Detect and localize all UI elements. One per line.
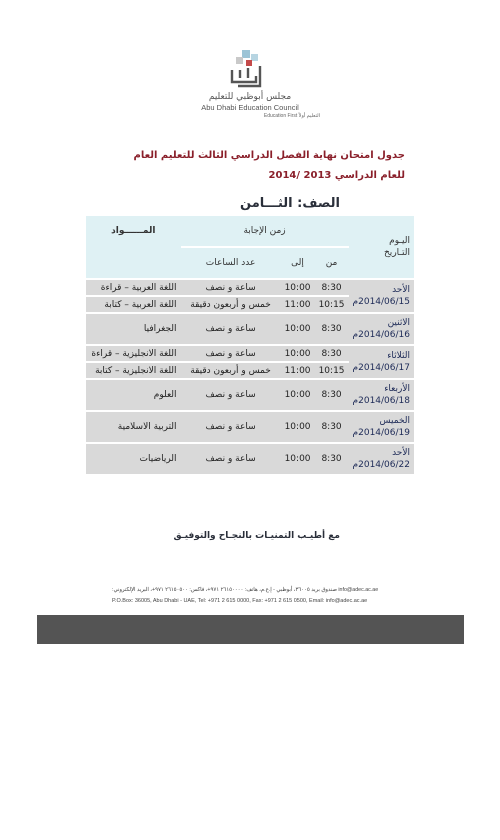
subject: اللغة الانجليزية – قراءة — [86, 346, 181, 361]
logo-glyph — [232, 66, 260, 86]
header-hours: عدد الساعات — [205, 258, 256, 268]
subject: العلوم — [86, 380, 181, 410]
day-name: الأربعاء — [384, 384, 410, 394]
closing-message: مع أطيـب التمنيـات بالنجـاح والتوفيـق — [173, 531, 340, 541]
day-date: 2014/06/22م — [352, 460, 410, 470]
time-from: 10:15 — [315, 363, 349, 378]
time-to: 10:00 — [281, 412, 315, 442]
adec-logo — [226, 48, 270, 90]
day-date: 2014/06/19م — [352, 428, 410, 438]
day-date: 2014/06/17م — [352, 363, 410, 373]
day-cell — [349, 412, 414, 442]
footer-contact-en: P.O.Box: 36005, Abu Dhabi - UAE, Tel: +971 2 615 0000, Fax: +971 2 615 0500, Email: info@adec.ac.ae — [112, 598, 368, 604]
duration: ساعة و نصف — [181, 380, 281, 410]
header-answer-time: زمن الإجابة — [243, 226, 286, 236]
duration: خمس و أربعون دقيقة — [181, 363, 281, 378]
time-to: 11:00 — [281, 363, 315, 378]
footer-bar — [37, 615, 464, 644]
day-cell — [349, 346, 414, 378]
day-date: 2014/06/15م — [352, 297, 410, 307]
header-from: من — [325, 258, 338, 268]
day-name: الاثنين — [387, 318, 410, 328]
day-cell — [349, 380, 414, 410]
time-from: 8:30 — [315, 280, 349, 295]
table-header-row — [86, 216, 414, 246]
logo-square-blue-1 — [242, 50, 250, 58]
time-from: 8:30 — [315, 380, 349, 410]
header-day: اليـوم — [389, 236, 410, 246]
time-from: 8:30 — [315, 412, 349, 442]
header-to: إلى — [291, 258, 304, 268]
day-cell — [349, 444, 414, 474]
header-subjects: المــــــواد — [111, 226, 156, 236]
time-from: 10:15 — [315, 297, 349, 312]
time-to: 10:00 — [281, 444, 315, 474]
org-tagline: Education First التعليم أولاً — [263, 113, 320, 119]
subject: اللغة الانجليزية – كتابة — [86, 363, 181, 378]
time-from: 8:30 — [315, 314, 349, 344]
day-name: الثلاثاء — [387, 351, 410, 361]
subject: اللغة العربية – قراءة — [86, 280, 181, 295]
time-to: 10:00 — [281, 380, 315, 410]
time-to: 11:00 — [281, 297, 315, 312]
table-row — [86, 280, 414, 295]
logo-square-grey — [236, 57, 243, 64]
time-to: 10:00 — [281, 346, 315, 361]
subject: الجغرافيا — [86, 314, 181, 344]
subject: الرياضيات — [86, 444, 181, 474]
subject: التربية الاسلامية — [86, 412, 181, 442]
day-name: الأحد — [392, 285, 410, 295]
duration: ساعة و نصف — [181, 444, 281, 474]
exam-schedule-table — [86, 214, 414, 476]
time-from: 8:30 — [315, 444, 349, 474]
grade-label: الصف: الثـــامن — [240, 196, 340, 211]
duration: خمس و أربعون دقيقة — [181, 297, 281, 312]
day-name: الخميس — [379, 416, 410, 426]
footer-contact-ar: info@adec.ac.ae صندوق بريد ٣٦٠٠٥، أبوظبي - إ.ع.م، هاتف: ٢٦١٥٠٠٠٠ ٩٧١+، فاكس: ٢٦١٥٠٥٠٠ ٩٧١+، البريد الإلكتروني: — [112, 587, 379, 593]
table-row — [86, 346, 414, 361]
logo-square-blue-2 — [251, 54, 258, 61]
org-name-ar: مجلس أبوظبي للتعليم — [208, 92, 292, 102]
day-name: الأحد — [392, 448, 410, 458]
time-from: 8:30 — [315, 346, 349, 361]
table-row — [86, 444, 414, 474]
document-title: جدول امتحان نهاية الفصل الدراسي الثالث للتعليم العام — [133, 150, 405, 161]
duration: ساعة و نصف — [181, 314, 281, 344]
time-to: 10:00 — [281, 314, 315, 344]
subject: اللغة العربية – كتابة — [86, 297, 181, 312]
table-row — [86, 412, 414, 442]
day-date: 2014/06/18م — [352, 396, 410, 406]
header-date: التـاريخ — [384, 248, 410, 258]
header-day-date — [349, 216, 414, 278]
table-row — [86, 380, 414, 410]
academic-year: للعام الدراسي 2013 /2014 — [268, 170, 405, 181]
time-to: 10:00 — [281, 280, 315, 295]
day-cell — [349, 280, 414, 312]
table-row — [86, 314, 414, 344]
org-name-en: Abu Dhabi Education Council — [201, 103, 299, 112]
day-date: 2014/06/16م — [352, 330, 410, 340]
day-cell — [349, 314, 414, 344]
logo-square-red — [246, 60, 252, 66]
duration: ساعة و نصف — [181, 280, 281, 295]
duration: ساعة و نصف — [181, 346, 281, 361]
duration: ساعة و نصف — [181, 412, 281, 442]
